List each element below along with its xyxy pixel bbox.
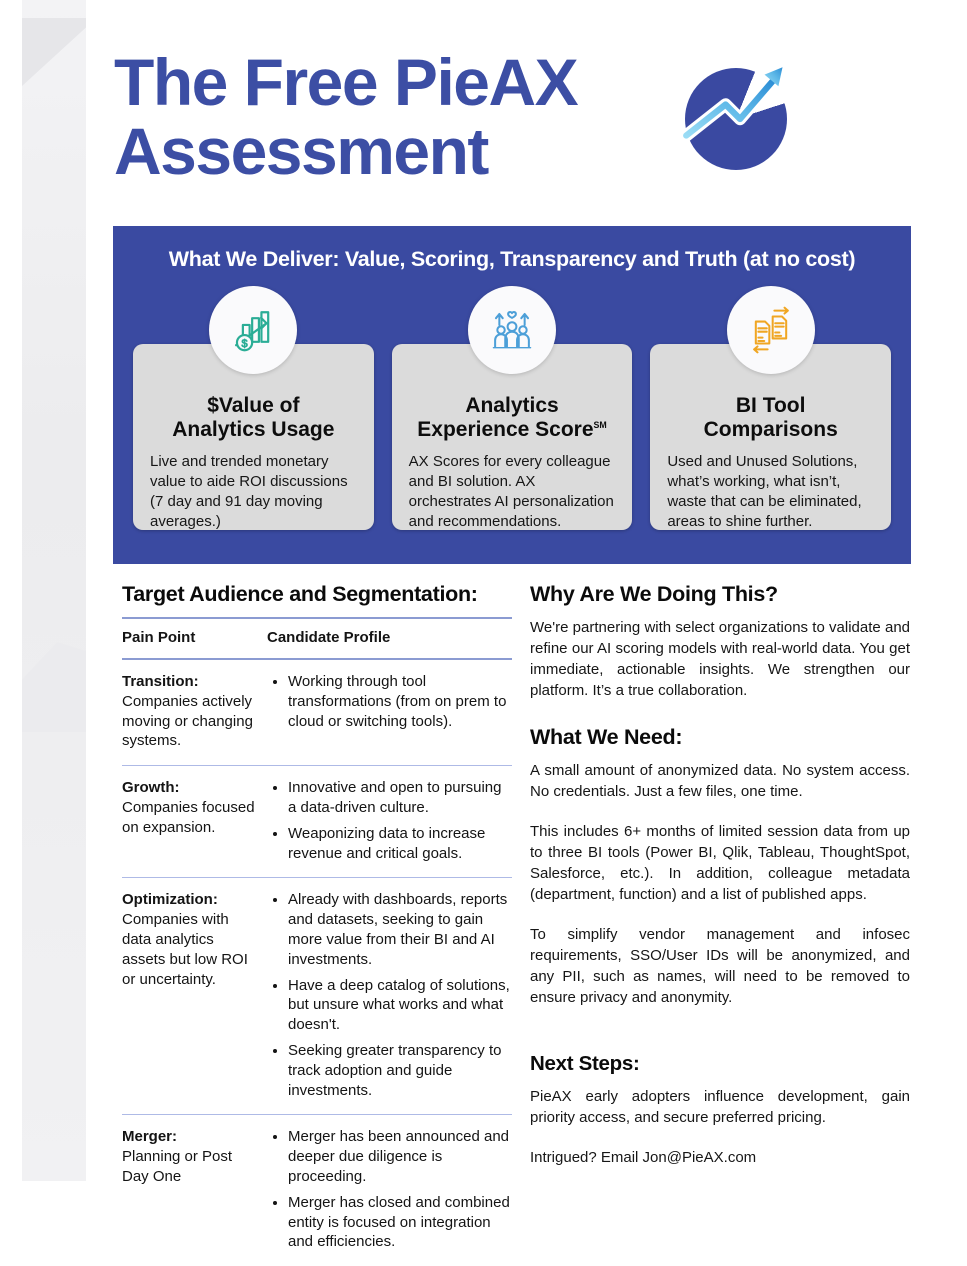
- deliver-banner: [113, 226, 911, 564]
- need-paragraph-1: A small amount of anonymized data. No system access. No credentials. Just a few files, one time.: [530, 762, 910, 800]
- pieax-logo-icon: [680, 60, 796, 178]
- pain-point-cell: [122, 672, 267, 751]
- profile-bullet: • Weaponizing data to increase revenue and critical goals.: [288, 824, 512, 864]
- pain-point-cell: [122, 1127, 267, 1252]
- card-title-line1: Analytics: [465, 394, 559, 417]
- card-title: [409, 394, 616, 442]
- profile-bullet: • Working through tool transformations (from on prem to cloud or switching tools).: [288, 672, 512, 731]
- profile-bullet: • Innovative and open to pursuing a data-driven culture.: [288, 778, 512, 818]
- profile-bullet: • Merger has closed and combined entity is focused on integration and efficiencies.: [288, 1193, 512, 1252]
- page-title-line2: Assessment: [114, 114, 488, 189]
- why-heading: Why Are We Doing This?: [530, 582, 778, 606]
- need-heading: What We Need:: [530, 725, 683, 749]
- dollar-growth-chart-icon: [209, 286, 297, 374]
- card-title-line2: Experience Score: [417, 417, 594, 441]
- card-title: [150, 394, 357, 442]
- service-mark: SM: [593, 419, 607, 430]
- need-paragraph-2: This includes 6+ months of limited session data from up to three BI tools (Power BI, Qlik, Tableau, ThoughtSpot, Salesforce, etc.). In addition, colleague metadata (department, function) and a list of published apps.: [530, 823, 910, 903]
- left-decoration-band: [22, 0, 86, 1181]
- need-paragraph-3: To simplify vendor management and infosec requirements, SSO/User IDs will be anonymized, and any PII, such as names, will need to be removed to ensure privacy and anonymity.: [530, 926, 910, 1006]
- pain-point-desc: Companies actively moving or changing systems.: [122, 692, 253, 750]
- pain-point-desc: Planning or Post Day One: [122, 1148, 233, 1185]
- pain-point-desc: Companies focused on expansion.: [122, 798, 255, 836]
- card-body: AX Scores for every colleague and BI solution. AX orchestrates AI personalization and recommendations.: [408, 452, 614, 530]
- card-value-of-analytics: [133, 337, 374, 530]
- candidate-profile-cell: [267, 1127, 512, 1252]
- zigzag-arrow-shape: [680, 60, 796, 178]
- lower-content: [122, 582, 910, 1266]
- card-title: [667, 394, 874, 442]
- card-title-line2: Comparisons: [703, 417, 838, 441]
- profile-bullet: • Seeking greater transparency to track adoption and guide investments.: [288, 1041, 512, 1100]
- segmentation-heading: Target Audience and Segmentation:: [122, 582, 478, 606]
- page-title: [114, 45, 578, 189]
- card-title-line1: $Value of: [207, 394, 300, 417]
- column-header-candidate-profile: Candidate Profile: [267, 629, 391, 646]
- pain-point-desc: Companies with data analytics assets but low ROI or uncertainty.: [122, 911, 248, 988]
- deliver-cards: [113, 337, 911, 530]
- document-exchange-icon: [727, 286, 815, 374]
- pain-point-title: Merger:: [122, 1128, 178, 1146]
- table-row-merger: [122, 1114, 512, 1266]
- page-title-line1: The Free PieAX: [114, 45, 578, 119]
- segmentation-section: [122, 582, 512, 1266]
- banner-heading: What We Deliver: Value, Scoring, Transparency and Truth (at no cost): [168, 247, 856, 271]
- pain-point-cell: [122, 890, 267, 1100]
- card-analytics-experience-score: [392, 344, 633, 530]
- table-header-row: [122, 619, 512, 660]
- candidate-profile-cell: [267, 890, 512, 1100]
- candidate-profile-cell: [267, 778, 512, 863]
- card-body: Live and trended monetary value to aide ROI discussions (7 day and 91 day moving averages.): [150, 452, 348, 530]
- table-row-growth: [122, 765, 512, 877]
- card-bi-tool-comparisons: [650, 344, 891, 530]
- profile-bullet: • Merger has been announced and deeper due diligence is proceeding.: [288, 1127, 512, 1186]
- card-title-line1: BI Tool: [735, 394, 806, 417]
- card-body: Used and Unused Solutions, what’s working, what isn’t, waste that can be eliminated, areas to shine further.: [667, 452, 862, 530]
- team-growth-icon: [468, 286, 556, 374]
- table-row-transition: [122, 660, 512, 765]
- profile-bullet: • Already with dashboards, reports and datasets, seeking to gain more value from their BI and AI investments.: [288, 890, 512, 969]
- column-header-pain-point: Pain Point: [122, 629, 196, 646]
- contact-email-text: Intrigued? Email Jon@PieAX.com: [530, 1149, 757, 1166]
- candidate-profile-cell: [267, 672, 512, 751]
- next-steps-body: PieAX early adopters influence development, gain priority access, and secure preferred pricing.: [530, 1088, 910, 1126]
- pain-point-cell: [122, 778, 267, 863]
- next-steps-heading: Next Steps:: [530, 1052, 640, 1075]
- info-section: [530, 582, 910, 1266]
- segmentation-table: [122, 617, 512, 1266]
- pain-point-title: Optimization:: [122, 891, 218, 909]
- pain-point-title: Transition:: [122, 673, 199, 690]
- why-body: We're partnering with select organizations to validate and refine our AI scoring models with real-world data. You get immediate, actionable insights. We strengthen our platform. It’s a true collaboration.: [530, 619, 910, 699]
- svg-text:$: $: [241, 337, 248, 350]
- table-row-optimization: [122, 877, 512, 1114]
- card-title-line2: Analytics Usage: [172, 417, 335, 441]
- pain-point-title: Growth:: [122, 779, 180, 797]
- profile-bullet: • Have a deep catalog of solutions, but unsure what works and what doesn't.: [288, 976, 512, 1035]
